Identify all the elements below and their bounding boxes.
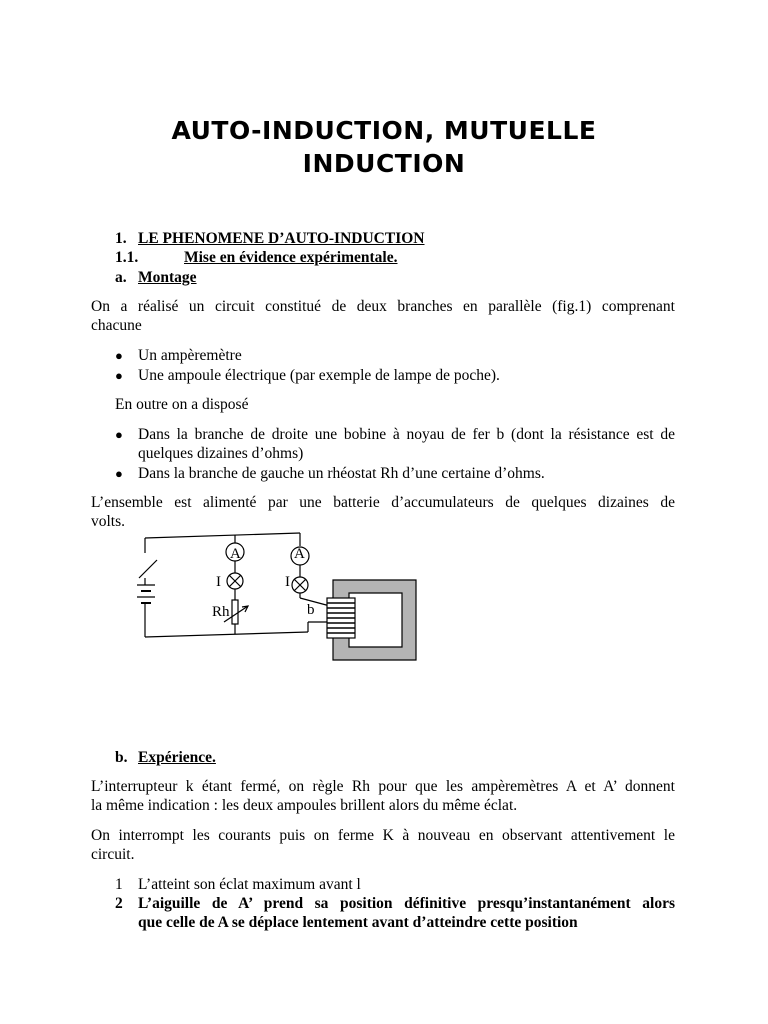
page-title-line2: INDUCTION (302, 149, 466, 178)
bullet-icon: ● (115, 466, 123, 481)
rheostat-icon (232, 600, 238, 624)
section1-heading: LE PHENOMENE D’AUTO-INDUCTION (138, 230, 425, 247)
bullet-icon: ● (115, 427, 123, 442)
part-a-heading: Montage (138, 269, 197, 286)
part-b-letter: b. (115, 749, 128, 766)
section1-1-heading: Mise en évidence expérimentale. (184, 249, 398, 266)
ammeter-right-label: A (294, 546, 305, 562)
coil-label: b (307, 602, 315, 618)
para5-line1: On interrompt les courants puis on ferme K à nouveau en observant attentivement le (91, 827, 675, 844)
switch-icon (139, 560, 157, 578)
ammeter-left-label: A (230, 546, 241, 562)
para3-line2: volts. (91, 513, 126, 530)
page-title-line1: AUTO-INDUCTION, MUTUELLE (171, 116, 597, 145)
obs-item1-number: 1 (115, 876, 123, 893)
para4-line2: la même indication : les deux ampoules brillent alors du même éclat. (91, 797, 518, 814)
list1-item2: Une ampoule électrique (par exemple de lampe de poche). (138, 367, 500, 384)
bullet-icon: ● (115, 348, 123, 363)
wire (145, 632, 308, 637)
obs-item1-text: L’atteint son éclat maximum avant l (138, 876, 361, 893)
part-b-heading: Expérience. (138, 749, 216, 766)
para3-line1: L’ensemble est alimenté par une batterie d’accumulateurs de quelques dizaines de (91, 494, 675, 511)
section1-number: 1. (115, 230, 127, 247)
wire (145, 533, 300, 538)
list2-item2: Dans la branche de gauche un rhéostat Rh d’une certaine d’ohms. (138, 465, 545, 482)
rheostat-label: Rh (212, 604, 230, 620)
list2-item1-line1: Dans la branche de droite une bobine à noyau de fer b (dont la résistance est de (138, 426, 675, 443)
list1-item1: Un ampèremètre (138, 347, 242, 364)
coil-icon (327, 598, 355, 638)
para1-line1: On a réalisé un circuit constitué de deux branches en parallèle (fig.1) comprenant (91, 298, 675, 315)
para1-line2: chacune (91, 317, 142, 334)
list2-item1-line2: quelques dizaines d’ohms) (138, 445, 304, 462)
current-right-label: I (285, 574, 290, 590)
para5-line2: circuit. (91, 846, 135, 863)
para4-line1: L’interrupteur k étant fermé, on règle Rh pour que les ampèremètres A et A’ donnent (91, 778, 675, 795)
current-left-label: I (216, 574, 221, 590)
wire (300, 598, 330, 606)
section1-1-number: 1.1. (115, 249, 139, 266)
obs-item2-number: 2 (115, 895, 123, 912)
bullet-icon: ● (115, 368, 123, 383)
para2: En outre on a disposé (115, 396, 249, 413)
obs-item2-line2: que celle de A se déplace lentement avant d’atteindre cette position (138, 914, 578, 931)
part-a-letter: a. (115, 269, 127, 286)
obs-item2-line1: L’aiguille de A’ prend sa position définitive presqu’instantanément alors (138, 895, 675, 912)
